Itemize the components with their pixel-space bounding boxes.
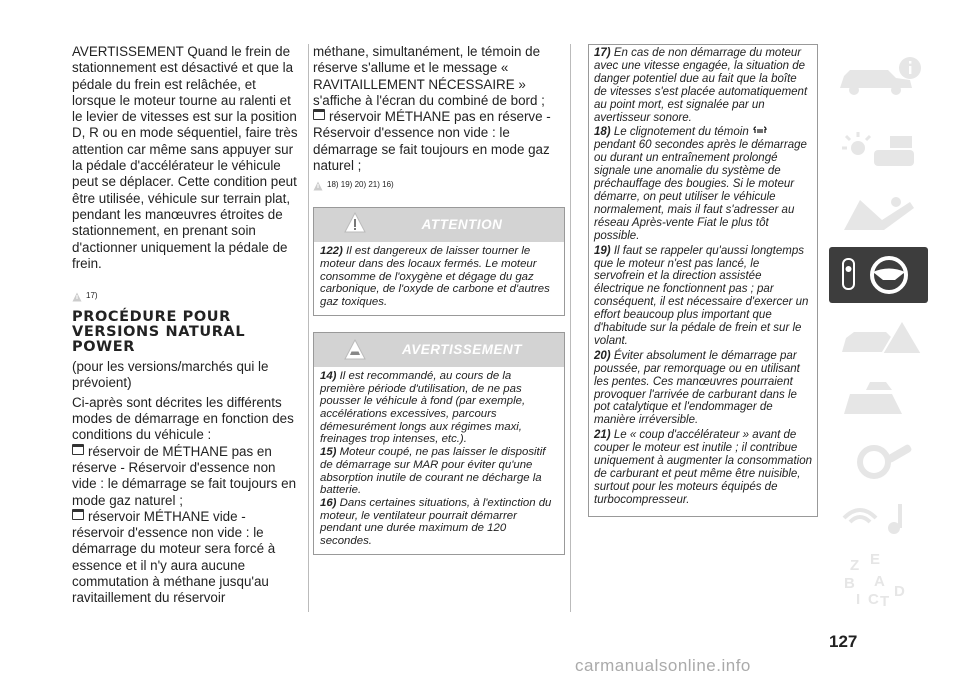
svg-text:B: B — [844, 575, 855, 592]
warning-refs: 18) 19) 20) 21) 16) — [313, 177, 565, 191]
nav-warning-lights-icon[interactable] — [830, 314, 928, 362]
warning-icon — [72, 292, 82, 302]
note-item: 18) Le clignotement du témoin pendant 60 secondes après le démarrage ou durant un entraînement prolongé signale une anomalie du système de préchauffage des bougies. Si le moteur démarre, on peut utiliser le véhicule normalement, mais il faut s'adresser au réseau Après-vente Fiat le plus tôt possible. — [594, 126, 807, 242]
nav-starting-driving-tab[interactable] — [829, 247, 928, 303]
svg-text:C: C — [868, 591, 879, 608]
note-item: 16) Dans certaines situations, à l'extinction du moteur, le ventilateur pourrait démarrer pendant une durée maximum de 120 secondes. — [320, 496, 552, 548]
svg-text:T: T — [880, 593, 890, 608]
notes-box — [588, 44, 818, 517]
attention-title: ATTENTION — [421, 217, 503, 233]
attention-body — [314, 242, 564, 315]
avertissement-body — [314, 367, 564, 554]
continued-paragraph: méthane, simultanément, le témoin de réserve s'allume et le message « RAVITAILLEMENT NÉCESSAIRE » s'affiche à l'écran du combiné de bord ; — [313, 44, 545, 108]
svg-text:Z: Z — [850, 557, 860, 574]
list-item: réservoir MÉTHANE vide - réservoir d'essence non vide : le démarrage du moteur sera forcé à essence et il n'y aura aucune commutation à méthane jusqu'au ravitaillement du réservoir — [72, 508, 276, 606]
attention-box — [313, 207, 565, 316]
page-number: 127 — [829, 632, 858, 651]
note-item: 122) Il est dangereux de laisser tourner le moteur dans des locaux fermés. Le moteur consomme de l'oxygène et dégage du gaz carbonique, de l'oxyde de carbone et d'autres gaz toxiques. — [320, 245, 550, 309]
note-item: 19) Il faut se rappeler qu'aussi longtemps que le moteur n'est pas lancé, le servofrein et la direction assistée électrique ne fonctionnent pas ; par conséquent, il est nécessaire d'exercer un effort beaucoup plus important que d'habitude sur la pédale de frein et sur le volant. — [594, 244, 809, 347]
paragraph-markets: (pour les versions/marchés qui le prévoient) — [72, 359, 269, 391]
svg-text:E: E — [870, 552, 881, 568]
list-item: réservoir MÉTHANE pas en réserve - Réservoir d'essence non vide : le démarrage se fait toujours en mode gaz naturel ; — [313, 109, 551, 174]
column-divider — [308, 44, 309, 612]
attention-header — [314, 208, 564, 242]
note-item: 21) Le « coup d'accélérateur » avant de couper le moteur est inutile ; il contribue uniquement à augmenter la consommation de carburant et peut même être nuisible, surtout pour les moteurs équipés de turbocompresseur. — [594, 429, 812, 506]
svg-text:A: A — [874, 573, 885, 590]
avertissement-title: AVERTISSEMENT — [401, 341, 523, 357]
avertissement-box — [313, 332, 565, 555]
notes-body — [589, 45, 817, 516]
nav-emergency-icon[interactable] — [830, 374, 928, 422]
note-item: 17) En cas de non démarrage du moteur avec une vitesse engagée, la situation de danger potentiel due au fait que la boîte de vitesses s'est placée automatiquement au point mort, est signalée par un avertisseur sonore. — [594, 47, 808, 124]
bullet-icon — [313, 109, 325, 120]
nav-safety-icon[interactable] — [830, 190, 928, 238]
paragraph-modes: Ci-après sont décrites les différents modes de démarrage en fonction des conditions du véhicule : — [72, 394, 294, 443]
note-item: 15) Moteur coupé, ne pas laisser le dispositif de démarrage sur MAR pour éviter qu'une absorption inutile de courant ne décharge la batterie. — [320, 446, 546, 497]
avertissement-header — [314, 333, 564, 367]
bullet-icon — [72, 509, 84, 520]
column-2 — [313, 44, 565, 555]
nav-dashboard-lights-icon[interactable] — [830, 128, 928, 176]
section-heading: PROCÉDURE POUR VERSIONS NATURAL POWER — [72, 309, 246, 356]
svg-text:D: D — [894, 583, 905, 600]
column-divider — [570, 44, 571, 612]
glow-plug-icon — [752, 126, 768, 135]
column-1 — [72, 44, 298, 607]
footer-watermark: carmanualsonline.info — [575, 656, 751, 675]
steering-wheel-icon — [829, 247, 928, 303]
nav-multimedia-icon[interactable] — [830, 494, 928, 542]
column-3 — [588, 44, 818, 517]
nav-maintenance-icon[interactable] — [830, 436, 928, 484]
note-item: 14) Il est recommandé, au cours de la première période d'utilisation, de ne pas pousser le véhicule à fond (par exemple, accélérations excessives, parcours démesurément longs aux régimes maxi, freinages trop intenses, etc.). — [320, 369, 526, 446]
bullet-icon — [72, 444, 84, 455]
note-item: 20) Éviter absolument le démarrage par poussée, par remorquage ou en utilisant les pentes. Ces manœuvres pourraient provoquer l'arrivée de carburant dans le pot catalytique et l'endommager de manière irréversible. — [594, 349, 800, 427]
warning-ref: 17) — [72, 288, 298, 302]
svg-text:I: I — [856, 591, 861, 608]
list-item: réservoir de MÉTHANE pas en réserve - Réservoir d'essence non vide : le démarrage se fait toujours en mode gaz naturel ; — [72, 443, 297, 508]
nav-car-info-icon[interactable] — [830, 54, 928, 102]
nav-index-letters-icon[interactable] — [830, 552, 928, 608]
warning-icon — [313, 181, 323, 191]
intro-paragraph: AVERTISSEMENT Quand le frein de stationnement est désactivé et que la pédale du frein est relâchée, et lorsque le moteur tourne au ralenti et le levier de vitesses est sur la position D, R ou en mode séquentiel, faire très attention car même sans appuyer sur la pédale d'accélérateur le véhicule peut se déplacer. Cette condition peut être utilisée, véhicule sur terrain plat, pendant les manœuvres étroites de stationnement, en prenant soin d'actionner uniquement la pédale de frein. — [72, 44, 298, 271]
